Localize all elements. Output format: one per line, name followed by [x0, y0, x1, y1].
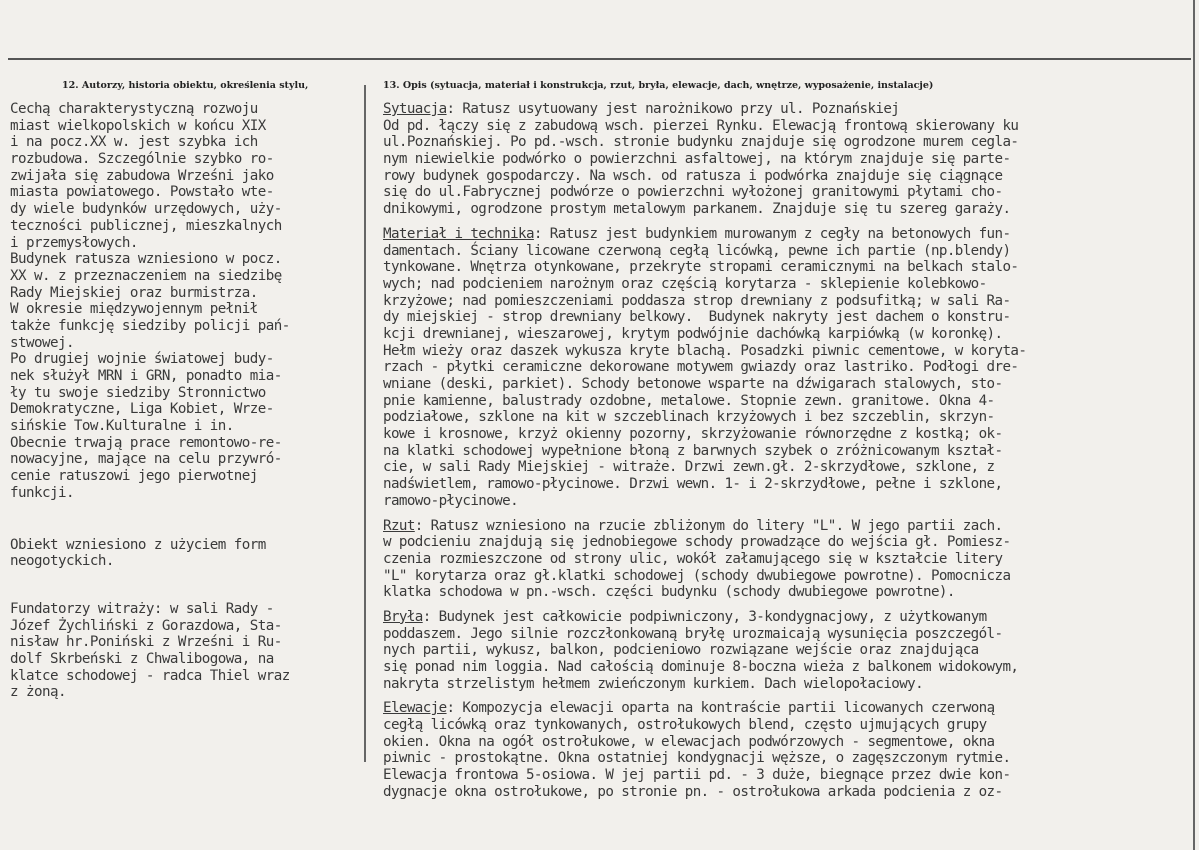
description-column: [383, 101, 1193, 801]
text-line: neogotyckich.: [10, 553, 114, 570]
text-line: klatka schodowa w pn.-wsch. części budynku (schody dwubiegowe powrotne).: [383, 584, 955, 601]
text-line: i na pocz.XX w. jest szybka ich: [10, 134, 258, 151]
text-line: krzyżowe; nad pomieszczeniami poddasza strop drewniany z podsufitką; w sali Ra-: [383, 292, 1011, 309]
text-line: rowy budynek gospodarczy. Na wsch. od ratusza i podwórka znajduje się ciągnące: [383, 167, 1003, 184]
section-sytuacja: Sytuacja: Ratusz usytuowany jest narożnikowo przy ul. Poznańskiej Od pd. łączy się z zabudową wsch. pierzei Rynku. Elewacją frontową skierowany ku ul.Poznańskiej. Po pd.-wsch. stronie budynku znajduje się ogrodzone murem cegla- nym niewielkie podwórko o powierzchni asfaltowej, na którym znajduje się parte- rowy budynek gospodarczy. Na wsch. od ratusza i podwórka znajduje się ciągnące się do ul.Fabrycznej podwórze o powierzchni wyłożonej granitowymi płytami cho- dnikowymi, ogrodzone prostym metalowym parkanem. Znajduje się tu szereg garaży.: [383, 101, 1193, 218]
text-line: ramowo-płycinowe.: [383, 492, 519, 509]
section-title-rzut: Rzut: [383, 517, 415, 534]
section-elewacje: Elewacje: Kompozycja elewacji oparta na kontraście partii licowanych czerwoną cegłą licówką oraz tynkowanych, ostrołukowych blend, często ujmujących grupy okien. Okna na ogół ostrołukowe, w elewacjach podwórzowych - segmentowe, okna piwnic - prostokątne. Okna ostatniej kondygnacji węższe, o zagęszczonym rytmie. Elewacja frontowa 5-osiowa. W jej partii pd. - 3 duże, biegnące przez dwie kon- dygnacje okna ostrołukowe, po stronie pn. - ostrołukowa arkada podcienia z oz-: [383, 700, 1193, 800]
history-column: [10, 101, 360, 701]
text-line: damentach. Ściany licowane czerwoną cegłą licówką, pewne ich partie (np.blendy): [383, 242, 1011, 259]
text-line: Cechą charakterystyczną rozwoju: [10, 101, 258, 117]
text-line: Hełm wieży oraz daszek wykusza kryte blachą. Posadzki piwnic cementowe, w koryta-: [383, 342, 1027, 359]
style-text: [10, 537, 360, 570]
history-text: [10, 101, 360, 502]
text-line: okien. Okna na ogół ostrołukowe, w elewacjach podwórzowych - segmentowe, okna: [383, 733, 995, 750]
text-line: dy miejskiej - strop drewniany belkowy. Budynek nakryty jest dachem o konstru-: [383, 309, 1011, 326]
text-line: Od pd. łączy się z zabudową wsch. pierzei Rynku. Elewacją frontową skierowany ku: [383, 117, 1019, 134]
section-bryla: Bryła: Budynek jest całkowicie podpiwniczony, 3-kondygnacjowy, z użytkowanym poddaszem. Jego silnie rozczłonkowaną bryłę urozmaicają wysunięcia poszczegól- nych partii, wykusz, balkon, podcieniowo rozwiązane wejście oraz znajdująca się ponad nim loggia. Nad całością dominuje 8-boczna wieża z balkonem widokowym, nakryta strzelistym hełmem zwieńczonym kurkiem. Dach wielopołaciowy.: [383, 609, 1193, 692]
text-line: i przemysłowych.: [10, 234, 138, 251]
text-line: stwowej.: [10, 334, 74, 351]
text-line: nym niewielkie podwórko o powierzchni asfaltowej, na którym znajduje się parte-: [383, 151, 1011, 168]
section-title-sytuacja: Sytuacja: [383, 101, 447, 117]
text-line: sińskie Tow.Kulturalne i in.: [10, 418, 234, 435]
text-line: nadświetlem, ramowo-płycinowe. Drzwi wewn. 1- i 2-skrzydłowe, pełne i szklone,: [383, 476, 1003, 493]
text-line: nowacyjne, mające na celu przywró-: [10, 451, 282, 468]
section-title-material: Materiał i technika: [383, 225, 534, 242]
text-line: Budynek ratusza wzniesiono w pocz.: [10, 251, 282, 268]
text-line: ul.Poznańskiej. Po pd.-wsch. stronie budynku znajduje się ogrodzone murem cegla-: [383, 134, 1019, 151]
text-line: W okresie międzywojennym pełnił: [10, 301, 258, 318]
text-line: zwijała się zabudowa Wrześni jako: [10, 167, 274, 184]
text-line: rzach - płytki ceramiczne dekorowane motywem gwiazdy oraz lastriko. Podłogi dre-: [383, 359, 1019, 376]
section-title-elewacje: Elewacje: [383, 700, 447, 717]
text-line: teczności publicznej, mieszkalnych: [10, 217, 282, 234]
text-line: pnie kamienne, balustrady ozdobne, metalowe. Stopnie zewn. granitowe. Okna 4-: [383, 392, 995, 409]
text-line: funkcji.: [10, 484, 74, 501]
section-material: Materiał i technika: Ratusz jest budynkiem murowanym z cegły na betonowych fun- damentach. Ściany licowane czerwoną cegłą licówką, pewne ich partie (np.blendy) tynkowane. Wnętrza otynkowane, przekryte stropami ceramicznymi na belkach stalo- wych; nad podcieniem narożnym oraz częścią korytarza - sklepienie kolebkowo- krzyżowe; nad pomieszczeniami poddasza strop drewniany z podsufitką; w sali Ra- dy miejskiej - strop drewniany belkowy. Budynek nakryty jest dachem o konstru- kcji drewnianej, wieszarowej, krytym podwójnie dachówką karpiówką (w koronkę). Hełm wieży oraz daszek wykusza kryte blachą. Posadzki piwnic cementowe, w koryta- rzach - płytki ceramiczne dekorowane motywem gwiazdy oraz lastriko. Podłogi dre- wniane (deski, parkiet). Schody betonowe wsparte na dźwigarach stalowych, sto- pnie kamienne, balustrady ozdobne, metalowe. Stopnie zewn. granitowe. Okna 4- podziałowe, szklone na kit w szczeblinach krzyżowych i bez szczeblin, skrzyn- kowe i krosnowe, krzyż okienny pozorny, skrzyżowanie równorzędne z kostką; ok- na klatki schodowej wypełnione błoną z barwnych szybek o zróżnicowanym kształ- cie, w sali Rady Miejskiej - witraże. Drzwi zewn.gł. 2-skrzydłowe, szklone, z nadświetlem, ramowo-płycinowe. Drzwi wewn. 1- i 2-skrzydłowe, pełne i szklone, ramowo-płycinowe.: [383, 226, 1193, 510]
right-frame-line: [1193, 0, 1195, 850]
text-line: wniane (deski, parkiet). Schody betonowe wsparte na dźwigarach stalowych, sto-: [383, 376, 1003, 392]
text-line: cegłą licówką oraz tynkowanych, ostrołukowych blend, często ujmujących grupy: [383, 717, 987, 734]
text-line: miasta powiatowego. Powstało wte-: [10, 184, 274, 201]
text-line: Demokratyczne, Liga Kobiet, Wrze-: [10, 401, 274, 418]
top-rule: [8, 58, 1191, 60]
text-line: czenia rozmieszczone od strony ulic, wokół załamującego się w kształcie litery: [383, 550, 1003, 567]
founders-text: [10, 601, 360, 701]
text-line: Elewacja frontowa 5-osiowa. W jej partii pd. - 3 duże, biegnące przez dwie kon-: [383, 767, 1011, 784]
text-line: cie, w sali Rady Miejskiej - witraże. Drzwi zewn.gł. 2-skrzydłowe, szklone, z: [383, 459, 995, 476]
text-line: klatce schodowej - radca Thiel wraz: [10, 667, 290, 684]
text-line: Rady Miejskiej oraz burmistrza.: [10, 284, 258, 301]
heading-history: 12. Autorzy, historia obiektu, określenia stylu,: [62, 80, 309, 91]
text-line: na klatki schodowej wypełnione błoną z barwnych szybek o zróżnicowanym kształ-: [383, 442, 1003, 459]
section-title-bryla: Bryła: [383, 608, 423, 625]
text-line: XX w. z przeznaczeniem na siedzibę: [10, 267, 282, 284]
column-divider: [364, 85, 366, 762]
text-line: Fundatorzy witraży: w sali Rady -: [10, 600, 274, 617]
text-line: miast wielkopolskich w końcu XIX: [10, 117, 266, 134]
text-line: kcji drewnianej, wieszarowej, krytym podwójnie dachówką karpiówką (w koronkę).: [383, 325, 1003, 342]
text-line: kowe i krosnowe, krzyż okienny pozorny, skrzyżowanie równorzędne z kostką; ok-: [383, 426, 1003, 443]
section-rzut: Rzut: Ratusz wzniesiono na rzucie zbliżonym do litery "L". W jego partii zach. w podcieniu znajdują się jednobiegowe schody prowadzące do wejścia gł. Pomiesz- czenia rozmieszczone od strony ulic, wokół załamującego się w kształcie litery "L" korytarza oraz gł.klatki schodowej (schody dwubiegowe powrotne). Pomocnicza klatka schodowa w pn.-wsch. części budynku (schody dwubiegowe powrotne).: [383, 518, 1193, 601]
text-line: tynkowane. Wnętrza otynkowane, przekryte stropami ceramicznymi na belkach stalo-: [383, 259, 1019, 276]
text-line: Obecnie trwają prace remontowo-re-: [10, 434, 282, 451]
text-line: Józef Żychliński z Gorazdowa, Sta-: [10, 617, 282, 634]
text-line: się ponad nim loggia. Nad całością dominuje 8-boczna wieża z balkonem widokowym,: [383, 659, 1019, 675]
text-line: Po drugiej wojnie światowej budy-: [10, 351, 274, 368]
text-line: nych partii, wykusz, balkon, podcieniowo rozwiązane wejście oraz znajdująca: [383, 642, 979, 659]
heading-description: 13. Opis (sytuacja, materiał i konstrukcja, rzut, bryła, elewacje, dach, wnętrze, wyposażenie, instalacje): [383, 80, 934, 91]
text-line: dolf Skrbeński z Chwalibogowa, na: [10, 650, 274, 667]
text-line: "L" korytarza oraz gł.klatki schodowej (schody dwubiegowe powrotne). Pomocnicza: [383, 567, 1011, 584]
text-line: ły tu swoje siedziby Stronnictwo: [10, 384, 266, 401]
text-line: dygnacje okna ostrołukowe, po stronie pn. - ostrołukowa arkada podcienia z oz-: [383, 783, 1003, 800]
text-line: wych; nad podcieniem narożnym oraz częścią korytarza - sklepienie kolebkowo-: [383, 275, 987, 292]
text-line: się do ul.Fabrycznej podwórze o powierzchni wyłożonej granitowymi płytami cho-: [383, 184, 1003, 201]
text-line: nakryta strzelistym hełmem zwieńczonym kurkiem. Dach wielopołaciowy.: [383, 675, 924, 692]
text-line: rozbudowa. Szczególnie szybko ro-: [10, 151, 274, 168]
text-line: podziałowe, szklone na kit w szczeblinach krzyżowych i bez szczeblin, skrzyn-: [383, 409, 995, 426]
text-line: dy wiele budynków urzędowych, uży-: [10, 201, 282, 218]
text-line: dnikowymi, ogrodzone prostym metalowym parkanem. Znajduje się tu szereg garaży.: [383, 201, 1011, 218]
text-line: nisław hr.Poniński z Wrześni i Ru-: [10, 634, 282, 651]
text-line: poddaszem. Jego silnie rozczłonkowaną bryłę urozmaicają wysunięcia poszczegól-: [383, 625, 1003, 642]
text-line: piwnic - prostokątne. Okna ostatniej kondygnacji węższe, o zagęszczonym rytmie.: [383, 750, 1011, 767]
text-line: w podcieniu znajdują się jednobiegowe schody prowadzące do wejścia gł. Pomiesz-: [383, 534, 1011, 551]
text-line: także funkcję siedziby policji pań-: [10, 317, 290, 334]
text-line: Obiekt wzniesiono z użyciem form: [10, 536, 266, 553]
text-line: nek służył MRN i GRN, ponadto mia-: [10, 368, 282, 384]
text-line: cenie ratuszowi jego pierwotnej: [10, 468, 258, 485]
text-line: z żoną.: [10, 684, 66, 701]
